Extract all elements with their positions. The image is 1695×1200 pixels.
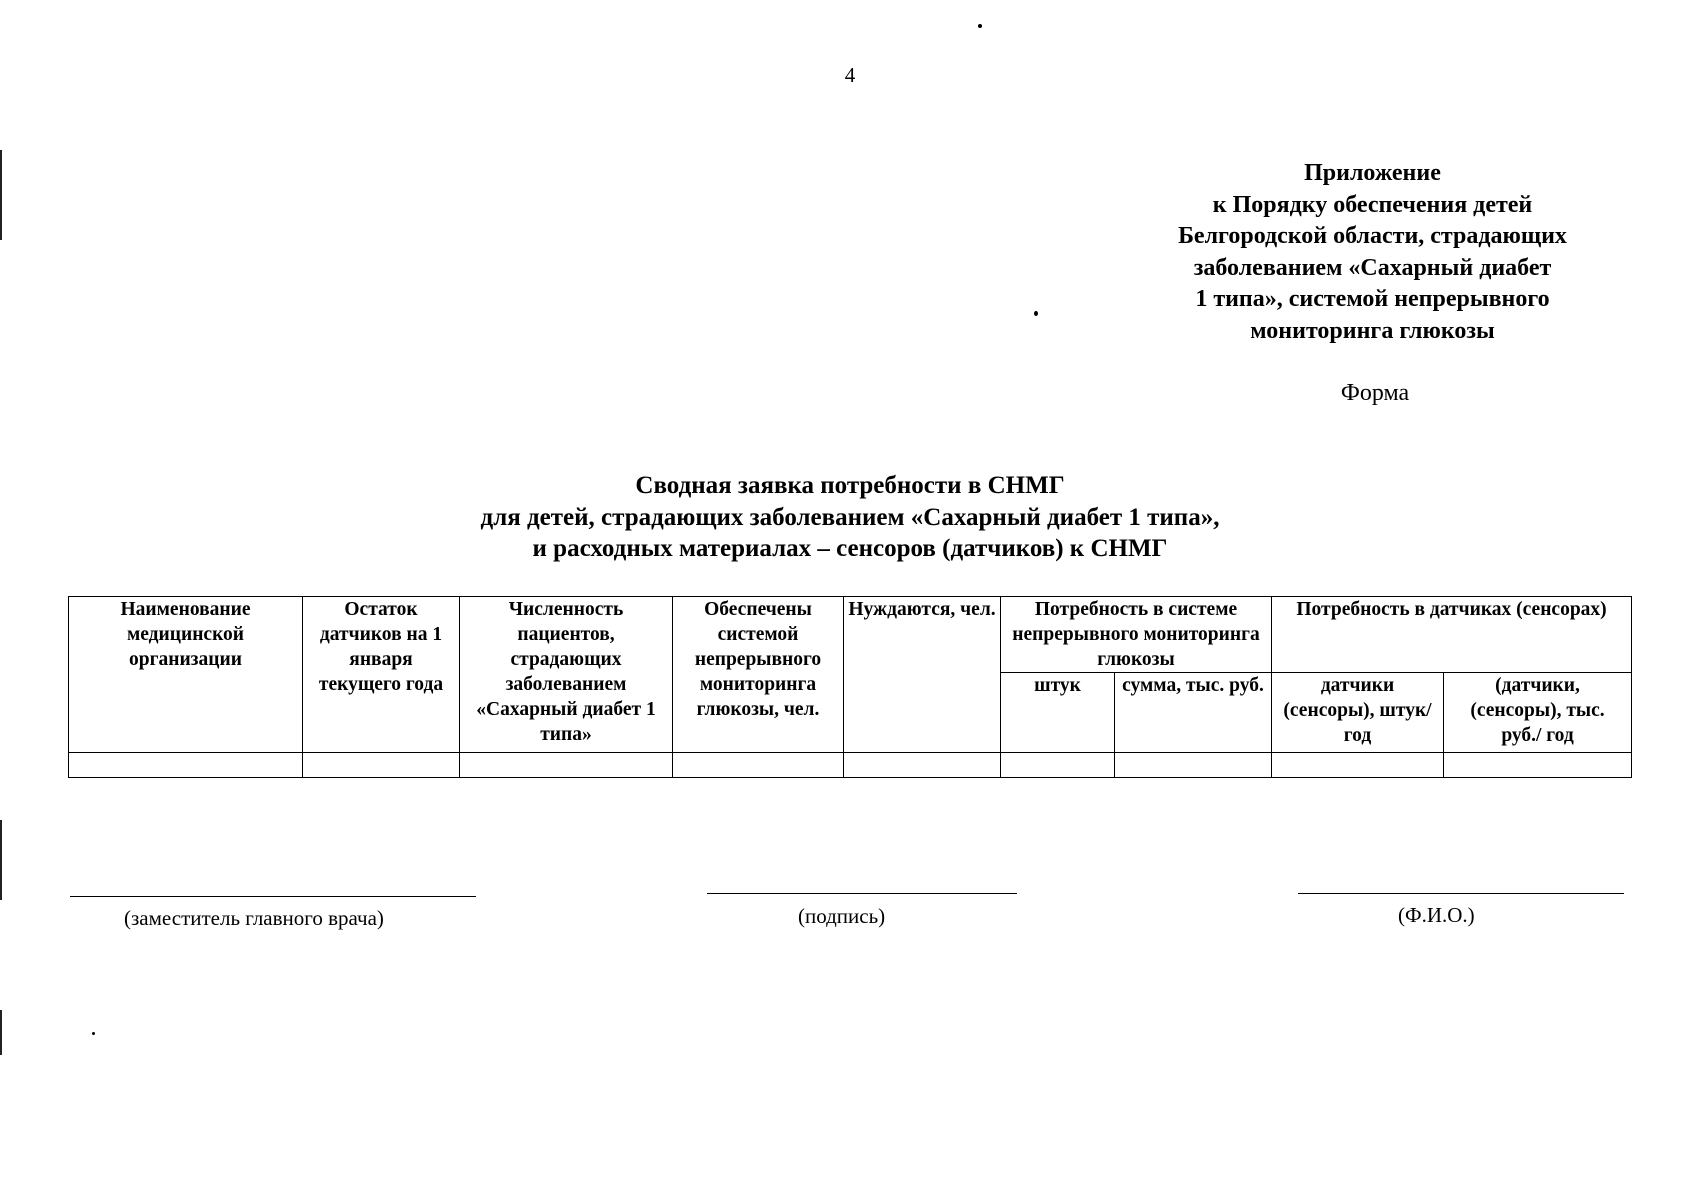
table-cell [1272, 753, 1444, 778]
header-sensors-left: Остаток датчиков на 1 января текущего года [303, 597, 460, 753]
table-cell [844, 753, 1001, 778]
page-number: 4 [844, 63, 856, 87]
table-cell [1001, 753, 1115, 778]
appendix-line: Приложение [1304, 160, 1441, 186]
table-cell [673, 753, 844, 778]
table-cell [1115, 753, 1272, 778]
form-label: Форма [1340, 380, 1410, 406]
appendix-line: к Порядку обеспечения детей [1212, 191, 1533, 218]
title-line: для детей, страдающих заболеванием «Сахарный диабет 1 типа», [480, 503, 1220, 531]
signature-line [707, 893, 1017, 894]
header-system-need: Потребность в системе непрерывного мониторинга глюкозы [1001, 597, 1272, 673]
header-sensor-units: датчики (сенсоры), штук/год [1272, 673, 1444, 753]
scan-speck [978, 24, 982, 28]
table-cell [303, 753, 460, 778]
table-cell [460, 753, 673, 778]
header-provided: Обеспечены системой непрерывного мониторинга глюкозы, чел. [673, 597, 844, 753]
scan-edge-mark [0, 150, 2, 240]
header-sensor-sum: (датчики, (сенсоры), тыс. руб./ год [1444, 673, 1632, 753]
name-signature-line [1298, 893, 1624, 894]
position-signature-line [70, 896, 476, 897]
position-label: (заместитель главного врача) [124, 906, 384, 930]
scan-speck [92, 1032, 95, 1035]
title-line: и расходных материалах – сенсоров (датчиков) к СНМГ [532, 535, 1168, 562]
title-line: Сводная заявка потребности в СНМГ [635, 472, 1065, 499]
header-in-need: Нуждаются, чел. [844, 597, 1001, 753]
header-org-name: Наименование медицинской организации [69, 597, 303, 753]
scan-speck [1034, 311, 1038, 316]
table-cell [69, 753, 303, 778]
header-system-units: штук [1001, 673, 1115, 753]
name-label: (Ф.И.О.) [1398, 903, 1475, 927]
header-sensor-need: Потребность в датчиках (сенсорах) [1272, 597, 1632, 673]
table-cell [1444, 753, 1632, 778]
request-table [68, 596, 1632, 778]
appendix-line: 1 типа», системой непрерывного [1195, 286, 1550, 312]
appendix-line: Белгородской области, страдающих [1178, 223, 1567, 249]
header-patients-count: Численность пациентов, страдающих заболеванием «Сахарный диабет 1 типа» [460, 597, 673, 753]
table-row [69, 753, 1632, 778]
header-system-sum: сумма, тыс. руб. [1115, 673, 1272, 753]
appendix-line: мониторинга глюкозы [1250, 317, 1495, 344]
scan-edge-mark [0, 1010, 2, 1055]
scan-edge-mark [0, 820, 2, 900]
appendix-line: заболеванием «Сахарный диабет [1193, 254, 1552, 281]
appendix-header [1140, 158, 1605, 347]
signature-label: (подпись) [798, 904, 886, 928]
document-title [340, 470, 1360, 565]
